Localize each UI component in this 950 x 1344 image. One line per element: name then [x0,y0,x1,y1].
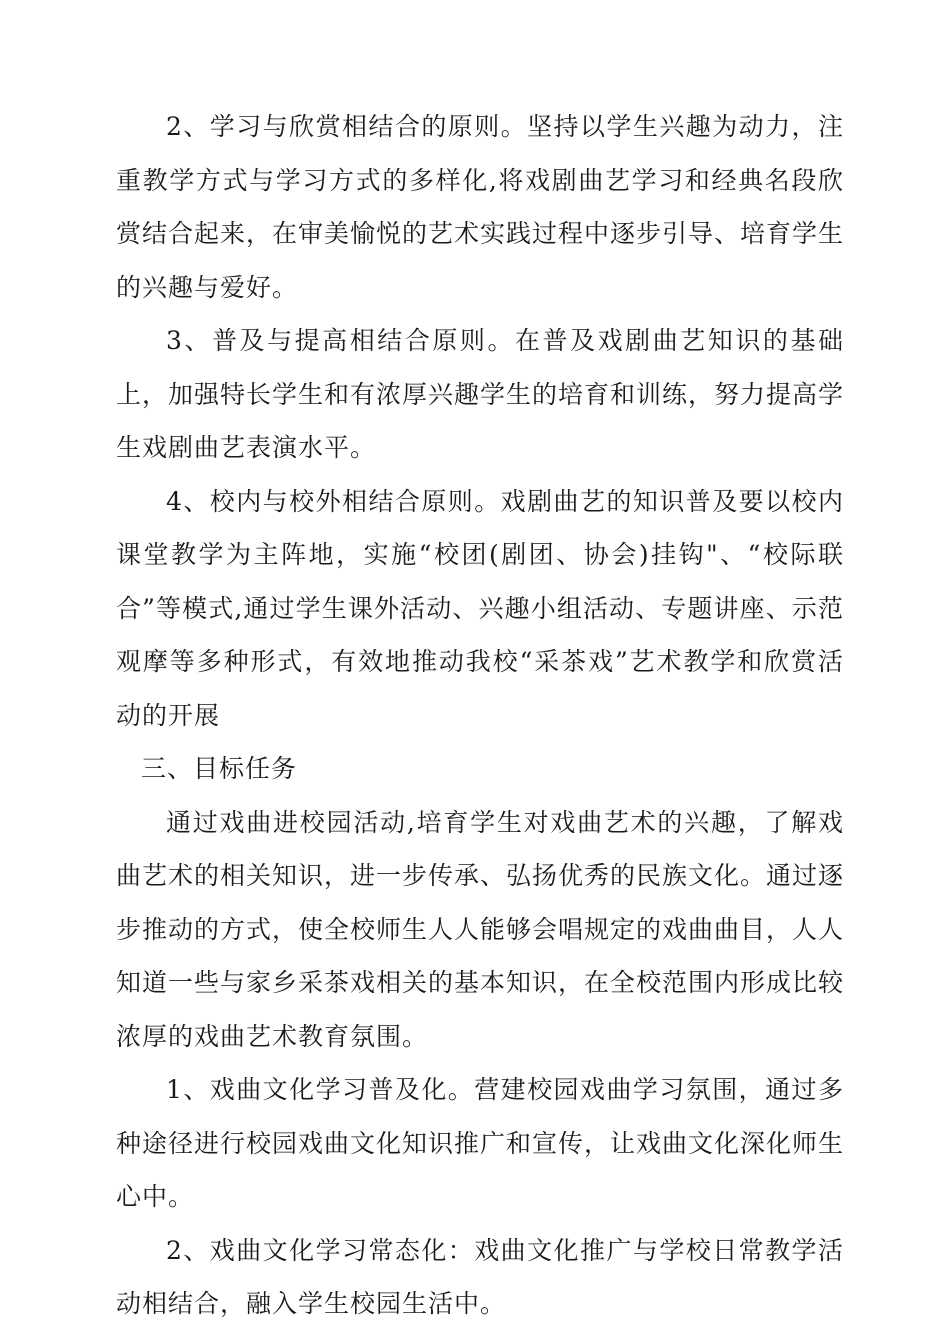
paragraph-goals-intro: 通过戏曲进校园活动,培育学生对戏曲艺术的兴趣，了解戏曲艺术的相关知识，进一步传承、弘扬优秀的民族文化。通过逐步推动的方式，使全校师生人人能够会唱规定的戏曲曲目，人人知道一些与家乡采茶戏相关的基本知识，在全校范围内形成比较浓厚的戏曲艺术教育氛围。 [116,807,845,1051]
paragraph-principle-3: 3、普及与提高相结合原则。在普及戏剧曲艺知识的基础上，加强特长学生和有浓厚兴趣学生的培育和训练，努力提高学生戏剧曲艺表演水平。 [116,326,845,462]
document-body [116,100,844,1331]
paragraph-goal-1: 1、戏曲文化学习普及化。营建校园戏曲学习氛围，通过多种途径进行校园戏曲文化知识推广和宣传，让戏曲文化深化师生心中。 [116,1075,845,1211]
paragraph-principle-4: 4、校内与校外相结合原则。戏剧曲艺的知识普及要以校内课堂教学为主阵地，实施“校团(剧团、协会)挂钩"、“校际联合”等模式,通过学生课外活动、兴趣小组活动、专题讲座、示范观摩等多种形式，有效地推动我校“采茶戏”艺术教学和欣赏活动的开展 [116,486,844,730]
paragraph-principle-2: 2、学习与欣赏相结合的原则。坚持以学生兴趣为动力，注重教学方式与学习方式的多样化,将戏剧曲艺学习和经典名段欣赏结合起来，在审美愉悦的艺术实践过程中逐步引导、培育学生的兴趣与爱好。 [116,112,845,302]
paragraph-goal-2: 2、戏曲文化学习常态化：戏曲文化推广与学校日常教学活动相结合，融入学生校园生活中。 [116,1235,844,1318]
section-heading-goals: 三、目标任务 [141,754,298,783]
